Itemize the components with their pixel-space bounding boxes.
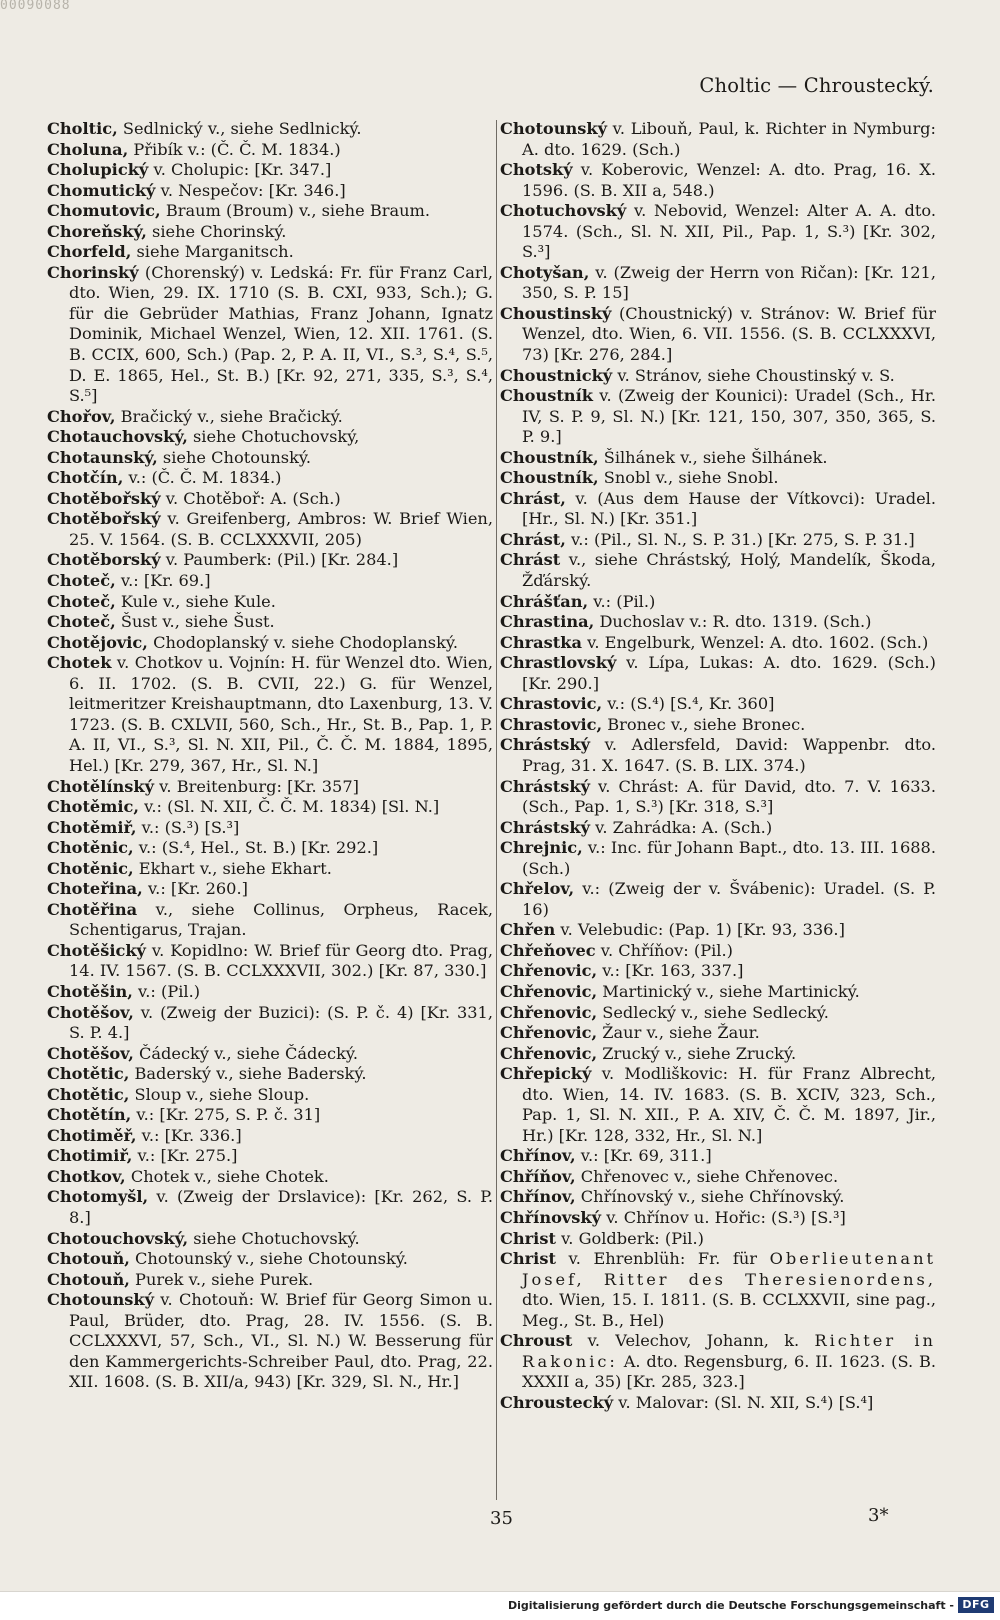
dictionary-entry — [47, 448, 493, 469]
entry-text: v. Chříňov: (Pil.) — [595, 940, 733, 960]
dictionary-entry — [500, 838, 936, 879]
entry-text: Purek v., siehe Purek. — [129, 1269, 314, 1289]
dictionary-entry — [500, 1187, 936, 1208]
dictionary-entry — [500, 1208, 936, 1229]
dictionary-entry — [500, 1044, 936, 1065]
dictionary-entry — [500, 1331, 936, 1393]
entry-text: v. Koberovic, Wenzel: A. dto. Prag, 16. X. 1596. (S. B. XII a, 548.) — [522, 160, 936, 200]
dictionary-entry — [47, 263, 493, 407]
dictionary-entry — [47, 468, 493, 489]
entry-text: siehe Chotuchovský. — [188, 1228, 360, 1248]
dictionary-entry — [47, 859, 493, 880]
dictionary-entry — [47, 1126, 493, 1147]
entry-text: v.: Inc. für Johann Bapt., dto. 13. III. 1688. (Sch.) — [522, 838, 936, 878]
entry-headword: Chotyšan, — [500, 262, 590, 282]
dictionary-entry — [47, 1270, 493, 1291]
dictionary-entry — [47, 1187, 493, 1228]
entry-headword: Chotěnic, — [47, 838, 134, 858]
entry-headword: Chříňov, — [500, 1166, 576, 1186]
footer-bar — [0, 1591, 1000, 1620]
entry-headword: Chřeňovec — [500, 940, 596, 960]
entry-text: v. Chřínov u. Hořic: (S.³) [S.³] — [601, 1207, 846, 1227]
dictionary-entry — [47, 201, 493, 222]
entry-text: siehe Chotuchovský, — [187, 427, 360, 447]
entry-headword: Choreňský, — [47, 221, 147, 241]
entry-text: v.: [Kr. 260.] — [142, 879, 248, 899]
dictionary-entry — [500, 653, 936, 694]
entry-headword: Chotěmiř, — [47, 817, 137, 837]
dictionary-entry — [47, 797, 493, 818]
entry-text: v.: [Kr. 163, 337.] — [597, 961, 744, 981]
entry-text: Šilhánek v., siehe Šilhánek. — [598, 447, 828, 467]
entry-text: v. (Zweig der Kounici): Uradel (Sch., Hr. IV, S. P. 9, Sl. N.) [Kr. 121, 150, 307, 350, 365, S. P. 9.] — [522, 386, 936, 447]
entry-text: Šust v., siehe Šust. — [115, 612, 275, 632]
entry-text: v.: (Pil.) — [132, 981, 201, 1001]
entry-headword: Christ — [500, 1249, 556, 1269]
entry-headword: Chotěřina — [47, 899, 138, 919]
dictionary-entry — [47, 818, 493, 839]
entry-headword: Chotěšov, — [47, 1002, 134, 1022]
footer-credit: Digitalisierung gefördert durch die Deutsche Forschungsgemeinschaft - — [507, 1599, 954, 1612]
entry-text: v. Breitenburg: [Kr. 357] — [154, 776, 359, 796]
entry-headword: Chotěborský — [47, 550, 161, 570]
dictionary-entry — [500, 1249, 936, 1331]
dictionary-entry — [500, 304, 936, 366]
entry-headword: Chotěmic, — [47, 797, 139, 817]
dictionary-entry — [47, 612, 493, 633]
entry-text: v. Paumberk: (Pil.) [Kr. 284.] — [160, 550, 399, 570]
entry-headword: Chotěšov, — [47, 1043, 134, 1063]
entry-text: (Choustnický) v. Stránov: W. Brief für Wenzel, dto. Wien, 6. VII. 1556. (S. B. CCLXXXVI, 73) [Kr. 276, 284.] — [522, 303, 936, 365]
dictionary-entry — [500, 468, 936, 489]
entry-text: v. Modliškovic: H. für Franz Albrecht, dto. Wien, 14. IV. 1683. (S. B. XCIV, 323, Sch., Pap. 1, Sl. N. XII., P. A. XIV, Č. Č. M. 1897, Jir., Hr.) [Kr. 128, 332, Hr., Sl. N.] — [522, 1064, 936, 1145]
entry-headword: Chotěbořský — [47, 488, 161, 508]
entry-headword: Chrástský — [500, 776, 590, 796]
entry-text: v. Ehrenblüh: Fr. für — [555, 1249, 770, 1269]
entry-text: Chřínovský v., siehe Chřínovský. — [575, 1187, 845, 1207]
entry-headword: Choustinský — [500, 303, 612, 323]
entry-headword: Chrastlovský — [500, 653, 617, 673]
dictionary-entry — [47, 1229, 493, 1250]
dictionary-entry — [47, 160, 493, 181]
entry-headword: Cholupický — [47, 160, 149, 180]
dictionary-entry — [500, 1229, 936, 1250]
entry-headword: Chotěbořský — [47, 509, 161, 529]
dictionary-entry — [47, 242, 493, 263]
entry-text: Sedlecký v., siehe Sedlecký. — [597, 1002, 829, 1022]
dictionary-entry — [47, 838, 493, 859]
entry-headword: Chrastovic, — [500, 714, 603, 734]
entry-text: v.: [Kr. 275.] — [132, 1146, 238, 1166]
entry-headword: Chotětín, — [47, 1105, 132, 1125]
entry-headword: Chroust — [500, 1331, 573, 1351]
entry-text: v. (Aus dem Hause der Vítkovci): Uradel. [Hr., Sl. N.) [Kr. 351.] — [522, 488, 936, 529]
dictionary-entry — [500, 201, 936, 263]
entry-headword: Chrášťan, — [500, 591, 589, 611]
entry-headword: Chrastka — [500, 632, 582, 652]
dictionary-entry — [500, 1167, 936, 1188]
entry-text: v. (Zweig der Buzici): (S. P. č. 4) [Kr. 331, S. P. 4.] — [69, 1002, 493, 1043]
entry-headword: Chotský — [500, 160, 573, 180]
entry-headword: Chrást, — [500, 529, 566, 549]
entry-text: Snobl v., siehe Snobl. — [598, 468, 779, 488]
entry-text: v. Lípa, Lukas: A. dto. 1629. (Sch.) [Kr. 290.] — [522, 653, 936, 693]
entry-headword: Christ — [500, 1228, 556, 1248]
entry-headword: Chroustecký — [500, 1392, 614, 1412]
entry-text: v.: [Kr. 336.] — [136, 1125, 242, 1145]
entry-text: v. Goldberk: (Pil.) — [555, 1228, 704, 1248]
entry-headword: Chotounský — [500, 119, 607, 138]
entry-text-tail: A. dto. Regensburg, 6. II. 1623. (S. B. XXXII a, 35) [Kr. 285, 323.] — [522, 1351, 936, 1392]
entry-headword: Chotkov, — [47, 1166, 126, 1186]
entry-text: Sedlnický v., siehe Sedlnický. — [117, 119, 362, 138]
entry-headword: Chotěnic, — [47, 858, 134, 878]
dictionary-entry — [500, 550, 936, 591]
dictionary-entry — [500, 592, 936, 613]
running-head: Choltic — Chroustecký. — [699, 74, 934, 97]
dictionary-entry — [47, 1064, 493, 1085]
dictionary-entry — [47, 509, 493, 550]
entry-headword: Chotějovic, — [47, 632, 148, 652]
dictionary-entry — [47, 1044, 493, 1065]
entry-text: v. Velechov, Johann, k. — [572, 1331, 815, 1351]
dictionary-entry — [500, 1393, 936, 1414]
entry-text: v.: (Pil., Sl. N., S. P. 31.) [Kr. 275, S. P. 31.] — [565, 529, 915, 549]
dictionary-entry — [47, 941, 493, 982]
entry-text: v.: (Č. Č. M. 1834.) — [123, 468, 282, 488]
dictionary-entry — [500, 1023, 936, 1044]
entry-headword: Chřenovic, — [500, 1043, 598, 1063]
entry-headword: Chřínovský — [500, 1207, 602, 1227]
entry-headword: Chřenovic, — [500, 981, 598, 1001]
entry-text: v.: [Kr. 275, S. P. č. 31] — [131, 1105, 321, 1125]
entry-headword: Choustník, — [500, 447, 599, 467]
entry-text-tail: dto. Wien, 15. I. 1811. (S. B. CCLXXVII, sine pag., Meg., St. B., Hel) — [522, 1290, 936, 1330]
dictionary-entry — [47, 879, 493, 900]
dictionary-entry — [500, 1064, 936, 1146]
right-column — [500, 119, 936, 1413]
dictionary-entry — [500, 920, 936, 941]
dictionary-entry — [47, 140, 493, 161]
dictionary-entry — [500, 715, 936, 736]
dictionary-entry — [500, 941, 936, 962]
entry-headword: Chotaunský, — [47, 447, 158, 467]
entry-headword: Chotek — [47, 653, 112, 673]
entry-headword: Chotouň, — [47, 1269, 130, 1289]
dictionary-entry — [47, 181, 493, 202]
entry-text: Ekhart v., siehe Ekhart. — [133, 858, 332, 878]
entry-headword: Chotiměř, — [47, 1125, 137, 1145]
entry-text: v. Greifenberg, Ambros: W. Brief Wien, 25. V. 1564. (S. B. CCLXXXVII, 205) — [69, 509, 493, 549]
entry-headword: Chřínov, — [500, 1187, 576, 1207]
entry-text: v. Cholupic: [Kr. 347.] — [148, 160, 332, 180]
dictionary-entry — [47, 982, 493, 1003]
dictionary-entry — [500, 777, 936, 818]
dictionary-entry — [500, 263, 936, 304]
dictionary-entry — [47, 592, 493, 613]
entry-headword: Chomutický — [47, 180, 156, 200]
entry-text: v. Nebovid, Wenzel: Alter A. A. dto. 1574. (Sch., Sl. N. XII, Pil., Pap. 1, S.³) [Kr. 302, S.³] — [522, 201, 936, 262]
entry-text: Baderský v., siehe Baderský. — [129, 1064, 367, 1084]
entry-text: Chotek v., siehe Chotek. — [125, 1166, 329, 1186]
entry-headword: Chřenovic, — [500, 1023, 598, 1043]
entry-headword: Chřínov, — [500, 1146, 576, 1166]
entry-text: Přibík v.: (Č. Č. M. 1834.) — [128, 139, 341, 159]
signature-mark: 3* — [868, 1505, 889, 1526]
dictionary-entry — [500, 735, 936, 776]
dictionary-entry — [47, 427, 493, 448]
entry-headword: Chotělínský — [47, 776, 155, 796]
entry-headword: Chrástský — [500, 817, 590, 837]
entry-text: v.: (Zweig der v. Švábenic): Uradel. (S. P. 16) — [522, 879, 936, 919]
entry-text: siehe Chotounský. — [157, 447, 312, 467]
entry-headword: Choltic, — [47, 119, 118, 138]
entry-text: Chotounský v., siehe Chotounský. — [129, 1249, 408, 1269]
entry-text: v.: (Pil.) — [588, 591, 656, 611]
dictionary-entry — [500, 1003, 936, 1024]
dictionary-entry — [47, 1085, 493, 1106]
dictionary-entry — [47, 900, 493, 941]
dictionary-entry — [47, 1249, 493, 1270]
entry-headword: Chřelov, — [500, 879, 575, 899]
entry-headword: Choteřina, — [47, 879, 143, 899]
dictionary-entry — [47, 1290, 493, 1393]
entry-text: v. Nespečov: [Kr. 346.] — [155, 180, 346, 200]
scan-identifier: 00090088 — [0, 0, 71, 13]
entry-text: v. Chotouň: W. Brief für Georg Simon u. Paul, Brüder, dto. Prag, 28. IV. 1556. (S. B. CCLXXXVI, 57, Sch., VI., Sl. N.) W. Besserung für den Kammergerichts-Schreiber Paul, dto. Prag, 22. XII. 1608. (S. B. XII/a, 943) [Kr. 329, Sl. N., Hr.] — [69, 1290, 493, 1392]
dictionary-entry — [47, 633, 493, 654]
dictionary-entry — [500, 818, 936, 839]
entry-text: v. Adlersfeld, David: Wappenbr. dto. Prag, 31. X. 1647. (S. B. LIX. 374.) — [522, 735, 936, 775]
entry-text: Žaur v., siehe Žaur. — [597, 1023, 760, 1043]
dictionary-entry — [500, 961, 936, 982]
dictionary-entry — [47, 777, 493, 798]
entry-headword: Chotouň, — [47, 1249, 130, 1269]
entry-headword: Chotětic, — [47, 1084, 130, 1104]
entry-spaced-text: Richter in Rakonic: — [522, 1331, 936, 1371]
entry-headword: Chrást — [500, 550, 561, 570]
entry-headword: Chorinský — [47, 262, 139, 282]
dictionary-entry — [47, 489, 493, 510]
dictionary-entry — [47, 222, 493, 243]
entry-headword: Choustník, — [500, 468, 599, 488]
entry-text: v. Libouň, Paul, k. Richter in Nymburg: A. dto. 1629. (Sch.) — [522, 119, 936, 159]
entry-headword: Choteč, — [47, 571, 116, 591]
entry-headword: Chotimiř, — [47, 1146, 133, 1166]
entry-headword: Chotěšin, — [47, 981, 133, 1001]
dictionary-entry — [500, 1146, 936, 1167]
entry-headword: Chotětic, — [47, 1064, 130, 1084]
entry-headword: Chotouchovský, — [47, 1228, 189, 1248]
column-divider — [496, 120, 497, 1500]
entry-spaced-text: Oberlieutenant Josef, Ritter des Theresienordens, — [522, 1249, 936, 1289]
entry-text: Kule v., siehe Kule. — [115, 591, 276, 611]
dfg-logo-icon: DFG — [958, 1597, 994, 1613]
entry-headword: Choteč, — [47, 612, 116, 632]
dictionary-entry — [500, 448, 936, 469]
entry-headword: Chrastovic, — [500, 694, 603, 714]
entry-text: Duchoslav v.: R. dto. 1319. (Sch.) — [594, 612, 872, 632]
page-number: 35 — [490, 1508, 513, 1529]
dictionary-entry — [47, 1105, 493, 1126]
entry-text: v. Malovar: (Sl. N. XII, S.⁴) [S.⁴] — [613, 1392, 874, 1412]
dictionary-entry — [47, 1003, 493, 1044]
dictionary-entry — [47, 1167, 493, 1188]
left-column — [47, 119, 493, 1393]
entry-text: Čádecký v., siehe Čádecký. — [133, 1043, 359, 1063]
dictionary-entry — [500, 982, 936, 1003]
dictionary-entry — [500, 489, 936, 530]
entry-headword: Choteč, — [47, 591, 116, 611]
entry-text: v. (Zweig der Herrn von Ričan): [Kr. 121, 350, S. P. 15] — [522, 262, 936, 303]
entry-headword: Chřenovic, — [500, 961, 598, 981]
dictionary-entry — [47, 571, 493, 592]
entry-headword: Chotauchovský, — [47, 427, 188, 447]
entry-headword: Choluna, — [47, 139, 129, 159]
entry-text: Martinický v., siehe Martinický. — [597, 981, 860, 1001]
entry-headword: Chotomyšl, — [47, 1187, 149, 1207]
entry-headword: Chrejnic, — [500, 838, 583, 858]
entry-text: Bronec v., siehe Bronec. — [602, 714, 806, 734]
entry-text: Braum (Broum) v., siehe Braum. — [160, 201, 431, 221]
dictionary-entry — [500, 530, 936, 551]
dictionary-entry — [500, 694, 936, 715]
entry-headword: Chrást, — [500, 488, 566, 508]
entry-text: v. (Zweig der Drslavice): [Kr. 262, S. P. 8.] — [69, 1187, 493, 1227]
entry-text: v.: (S.⁴, Hel., St. B.) [Kr. 292.] — [133, 838, 379, 858]
entry-headword: Chotounský — [47, 1290, 154, 1310]
entry-text: v.: [Kr. 69.] — [115, 571, 211, 591]
entry-headword: Choustnický — [500, 365, 613, 385]
entry-text: Chodoplanský v. siehe Chodoplanský. — [147, 632, 459, 652]
entry-text: v. Chrást: A. für David, dto. 7. V. 1633. (Sch., Pap. 1, S.³) [Kr. 318, S.³] — [522, 776, 936, 817]
dictionary-entry — [47, 653, 493, 776]
dictionary-entry — [47, 1146, 493, 1167]
entry-text: v. Chotěboř: A. (Sch.) — [160, 488, 341, 508]
entry-text: Zrucký v., siehe Zrucký. — [597, 1043, 797, 1063]
dictionary-entry — [500, 366, 936, 387]
entry-text: (Chorenský) v. Ledská: Fr. für Franz Carl, dto. Wien, 29. IX. 1710 (S. B. CXI, 933, Sch.); G. für die Gebrüder Mathias, Franz Johann, Ignatz Dominik, Michael Wenzel, Wien, 12. XII. 1761. (S. B. CCIX, 600, Sch.) (Pap. 2, P. A. II, VI., S.³, S.⁴, S.⁵, D. E. 1865, Hel., St. B.) [Kr. 92, 271, 335, S.³, S.⁴, S.⁵] — [69, 262, 493, 406]
entry-headword: Chotěšický — [47, 940, 146, 960]
entry-text: siehe Chorinský. — [146, 221, 287, 241]
dictionary-entry — [500, 633, 936, 654]
entry-text: v. Velebudic: (Pap. 1) [Kr. 93, 336.] — [555, 920, 845, 940]
entry-headword: Chrástský — [500, 735, 590, 755]
entry-headword: Chořov, — [47, 406, 116, 426]
entry-text: Bračický v., siehe Bračický. — [115, 406, 343, 426]
entry-headword: Chotčín, — [47, 468, 124, 488]
dictionary-entry — [500, 386, 936, 448]
dictionary-entry — [500, 612, 936, 633]
entry-text: v., siehe Collinus, Orpheus, Racek, Schentigarus, Trajan. — [69, 899, 493, 940]
entry-text: Sloup v., siehe Sloup. — [129, 1084, 310, 1104]
entry-text: v., siehe Chrástský, Holý, Mandelík, Škoda, Žďárský. — [522, 550, 936, 591]
entry-text: v. Kopidlno: W. Brief für Georg dto. Prag, 14. IV. 1567. (S. B. CCLXXXVII, 302.) [Kr. 87, 330.] — [69, 940, 493, 981]
entry-text: v. Chotkov u. Vojnín: H. für Wenzel dto. Wien, 6. II. 1702. (S. B. CVII, 22.) G. für Wenzel, leitmeritzer Kreishauptmann, dto Laxenburg, 13. V. 1723. (S. B. CXLVII, 560, Sch., Hr., St. B., Pap. 1, P. A. II, VI., S.³, Sl. N. XII, Pil., Č. Č. M. 1884, 1895, Hel.) [Kr. 279, 367, Hr., Sl. N.] — [69, 653, 493, 775]
entry-text: v.: (S.³) [S.³] — [136, 817, 240, 837]
dictionary-entry — [500, 879, 936, 920]
entry-text: v.: (Sl. N. XII, Č. Č. M. 1834) [Sl. N.] — [139, 797, 440, 817]
entry-headword: Chotuchovský — [500, 201, 627, 221]
entry-headword: Choustník — [500, 386, 593, 406]
dictionary-entry — [47, 550, 493, 571]
entry-headword: Chomutovic, — [47, 201, 161, 221]
entry-headword: Chorfeld, — [47, 242, 132, 262]
dictionary-entry — [500, 160, 936, 201]
entry-text: v. Stránov, siehe Choustinský v. S. — [612, 365, 895, 385]
dictionary-entry — [47, 119, 493, 140]
entry-text: siehe Marganitsch. — [131, 242, 294, 262]
entry-text: v. Zahrádka: A. (Sch.) — [590, 817, 773, 837]
entry-text: Chřenovec v., siehe Chřenovec. — [575, 1166, 839, 1186]
entry-headword: Chrastina, — [500, 612, 595, 632]
entry-text: v.: [Kr. 69, 311.] — [575, 1146, 712, 1166]
entry-text: v.: (S.⁴) [S.⁴, Kr. 360] — [602, 694, 775, 714]
entry-headword: Chřenovic, — [500, 1002, 598, 1022]
entry-headword: Chřen — [500, 920, 556, 940]
dictionary-entry — [500, 119, 936, 160]
entry-headword: Chřepický — [500, 1064, 592, 1084]
dictionary-entry — [47, 407, 493, 428]
entry-text: v. Engelburk, Wenzel: A. dto. 1602. (Sch.) — [581, 632, 929, 652]
